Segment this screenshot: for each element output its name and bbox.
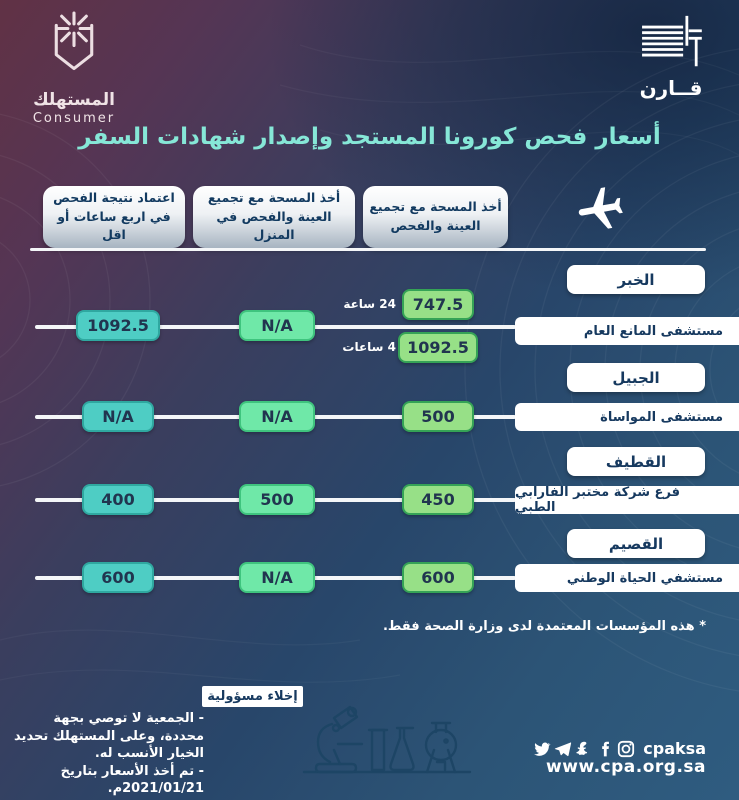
website-url[interactable]: www.cpa.org.sa [546,757,706,777]
consumer-logo-english: Consumer [32,111,116,126]
disclaimer-heading: إخلاء مسؤولية [202,686,303,707]
qarin-lines-icon [638,14,704,70]
time-label-24h: 24 ساعة [343,297,396,311]
city-badge: القطيف [567,447,705,476]
consumer-logo-arabic: المستهلك [33,90,115,110]
price-swab-4h: 1092.5 [398,332,478,363]
disclaimer-body [8,710,204,798]
price-result-4h: 400 [82,484,154,515]
time-label-4h: 4 ساعات [342,340,396,354]
city-badge: الخبر [567,265,705,294]
city-badge: الجبيل [567,363,705,392]
telegram-icon[interactable] [554,740,572,758]
twitter-icon[interactable] [533,740,551,758]
page-title: أسعار فحص كورونا المستجد وإصدار شهادات السفر [78,124,661,150]
facebook-icon[interactable] [596,740,614,758]
price-swab-24h: 747.5 [402,289,474,320]
price-home-test: N/A [239,310,315,341]
disclaimer-line-1: - الجمعية لا توصي بجهة محددة، وعلى المستهلك تحديد الخيار الأنسب له. [14,711,204,762]
qarin-logo [629,14,713,100]
price-home-test: N/A [239,401,315,432]
qarin-logo-arabic: قــارن [639,76,703,100]
lab-equipment-illustration [300,688,475,780]
price-result-4h: 600 [82,562,154,593]
disclaimer-line-2: - تم أخذ الأسعار بتاريخ 2021/01/21م. [60,763,204,797]
column-header-result-4h: اعتماد نتيجة الفحص في اربع ساعات أو اقل [43,186,185,248]
instagram-icon[interactable] [617,740,635,758]
social-media-row [533,739,706,758]
provider-label: مستشفي الحياة الوطني [515,564,739,592]
price-result-4h: N/A [82,401,154,432]
consumer-shield-icon [35,10,113,84]
header-underline [30,248,706,251]
column-header-swab-collection: أخذ المسحة مع تجميع العينة والفحص [363,186,508,248]
airplane-icon [574,182,626,238]
snapchat-icon[interactable] [575,740,593,758]
price-result-4h: 1092.5 [76,310,160,341]
social-handle[interactable]: cpaksa [643,739,706,758]
price-home-test: N/A [239,562,315,593]
provider-label: مستشفى المانع العام [515,317,739,345]
city-badge: القصيم [567,529,705,558]
column-header-home-test: أخذ المسحة مع تجميع العينة والفحص في المنزل [193,186,355,248]
price-swab: 450 [402,484,474,515]
price-swab: 600 [402,562,474,593]
consumer-logo [26,10,122,126]
price-swab: 500 [402,401,474,432]
price-home-test: 500 [239,484,315,515]
provider-label: مستشفى المواساة [515,403,739,431]
ministry-footnote: * هذه المؤسسات المعتمدة لدى وزارة الصحة فقط. [382,619,706,634]
provider-label: فرع شركة مختبر الفارابي الطبي [515,486,739,514]
